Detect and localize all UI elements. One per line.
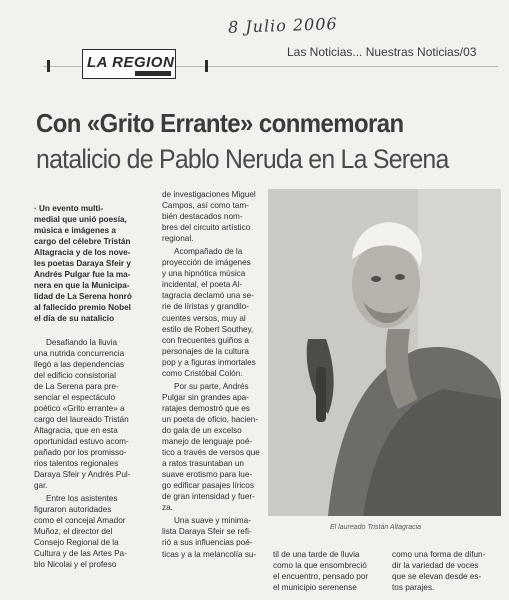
lead-separator: [34, 325, 152, 337]
text-line: proyección de imágenes: [162, 258, 251, 268]
text-line: de La Serena para pre-: [34, 381, 119, 391]
text-line: Cultura y de las Artes Pa-: [34, 549, 127, 559]
text-line: pañado por los promisso-: [34, 447, 127, 457]
subheadline: natalicio de Pablo Neruda en La Serena: [36, 144, 449, 174]
text-line: Una suave y minima-: [174, 516, 251, 526]
article-column-3: [273, 549, 391, 593]
text-line: medial que unió poesía,: [34, 215, 127, 225]
text-line: tos parajes.: [392, 583, 435, 593]
text-line: rios talentos regionales: [34, 459, 119, 469]
text-line: poético «Grito errante» a: [34, 403, 125, 413]
text-line: senciar el espectáculo: [34, 392, 116, 402]
text-line: como una forma de difun-: [392, 550, 486, 559]
text-line: cargo del laureado Tristán: [34, 414, 129, 424]
text-line: Acompañado de la: [174, 247, 243, 257]
text-line: al fallecido premio Nobel: [34, 303, 131, 313]
text-line: con frecuentes guiños a: [162, 335, 249, 345]
text-line: za.: [162, 503, 173, 513]
text-line: estilo de Robert Southey,: [162, 324, 254, 334]
article-column-1: [34, 203, 152, 571]
text-line: de investigaciones Miguel: [162, 190, 256, 199]
text-line: rió a sus influencias poé-: [162, 538, 253, 548]
article-column-4: [392, 549, 502, 593]
text-line: bién destacados nom-: [162, 212, 243, 222]
text-line: bres del circuito artístico: [162, 223, 251, 233]
text-line: cargo del célebre Tristán: [34, 237, 131, 247]
text-line: incidental, el poeta Al-: [162, 280, 243, 290]
section-label: Las Noticias... Nuestras Noticias/03: [287, 45, 477, 59]
text-line: manejo de lenguaje poé-: [162, 437, 253, 447]
photo-tristan-altagracia: [268, 189, 501, 516]
column-1-body: [34, 337, 152, 571]
header-tick-left: [47, 60, 50, 72]
text-line: Andrés Pulgar fue la ma-: [34, 270, 131, 280]
text-line: que se elevan desde es-: [392, 572, 482, 582]
text-line: una nutrida concurrencia: [34, 348, 125, 358]
text-line: Desafiando la lluvia: [46, 337, 118, 347]
text-line: Altagracia y de los nove-: [34, 248, 131, 258]
text-line: suave erotismo para lue-: [162, 470, 253, 480]
portrait-illustration: [268, 189, 501, 516]
text-line: Por su parte, Andrés: [174, 381, 249, 391]
text-line: · Un evento multi-: [34, 204, 104, 213]
text-line: el día de su natalicio: [34, 314, 115, 324]
article-lead: [34, 203, 152, 325]
text-line: do gala de un excelso: [162, 425, 242, 435]
text-line: tico a través de versos que: [162, 448, 260, 458]
text-line: figuraron autoridades: [34, 505, 112, 515]
headline: Con «Grito Errante» conmemoran: [36, 108, 404, 138]
text-line: Entre los asistentes: [46, 494, 118, 504]
photo-caption: El laureado Tristán Altagracia: [330, 524, 422, 531]
article-column-2: [162, 189, 265, 560]
text-line: ticas y a la melancolía su-: [162, 549, 257, 559]
text-line: regional.: [162, 234, 194, 244]
text-line: a ratos trasuntaban un: [162, 459, 244, 469]
text-line: les poetas Daraya Sfeir y: [34, 259, 131, 269]
text-line: como Cristóbal Colón.: [162, 368, 243, 378]
text-line: lidad de La Serena honró: [34, 292, 132, 302]
text-line: como el concejal Amador: [34, 516, 126, 526]
handwritten-date: 8 Julio 2006: [227, 14, 338, 37]
text-line: un poeta de oficio, hacien-: [162, 414, 259, 424]
text-line: el municipio serenense: [273, 583, 357, 593]
logo-bar: [135, 71, 171, 76]
logo-name: LA REGION: [87, 54, 175, 71]
text-line: el encuentro, pensado por: [273, 572, 369, 582]
text-line: Muñoz, el director del: [34, 527, 113, 537]
text-line: dir la variedad de voces: [392, 561, 479, 571]
text-line: til de una tarde de lluvia: [273, 550, 360, 559]
text-line: Pulgar sin grandes apa-: [162, 392, 249, 402]
text-line: gar.: [34, 481, 48, 491]
text-line: blo Nicolai y el profeso: [34, 560, 117, 570]
newspaper-logo: [82, 49, 176, 79]
text-line: ratajes demostró que es: [162, 403, 250, 413]
text-line: nera en que la Municipa-: [34, 281, 130, 291]
text-line: Altagracia, que en esta: [34, 425, 118, 435]
text-line: de gran intensidad y fuer-: [162, 492, 255, 502]
text-line: del edificio consistorial: [34, 370, 116, 380]
text-line: Daraya Sfeir y Andrés Pul-: [34, 470, 131, 480]
text-line: lista Daraya Sfeir se refi-: [162, 527, 252, 537]
text-line: go edificar pasajes líricos: [162, 481, 254, 491]
text-line: personajes de la cultura: [162, 346, 249, 356]
text-line: oportunidad estuvo acom-: [34, 436, 129, 446]
text-line: Campos, así como tam-: [162, 201, 249, 211]
text-line: tagracia declamó una se-: [162, 291, 254, 301]
text-line: cuentes versos, muy al: [162, 313, 246, 323]
text-line: música e imágenes a: [34, 226, 116, 236]
text-line: llegó a las dependencias: [34, 359, 125, 369]
text-line: rie de líristas y grandilo-: [162, 302, 249, 312]
text-line: y una hipnótica música: [162, 269, 246, 279]
text-line: pop y a figuras inmortales: [162, 357, 256, 367]
header-tick-right: [205, 60, 208, 72]
text-line: como la que ensombreció: [273, 561, 367, 571]
text-line: Consejo Regional de la: [34, 538, 119, 548]
